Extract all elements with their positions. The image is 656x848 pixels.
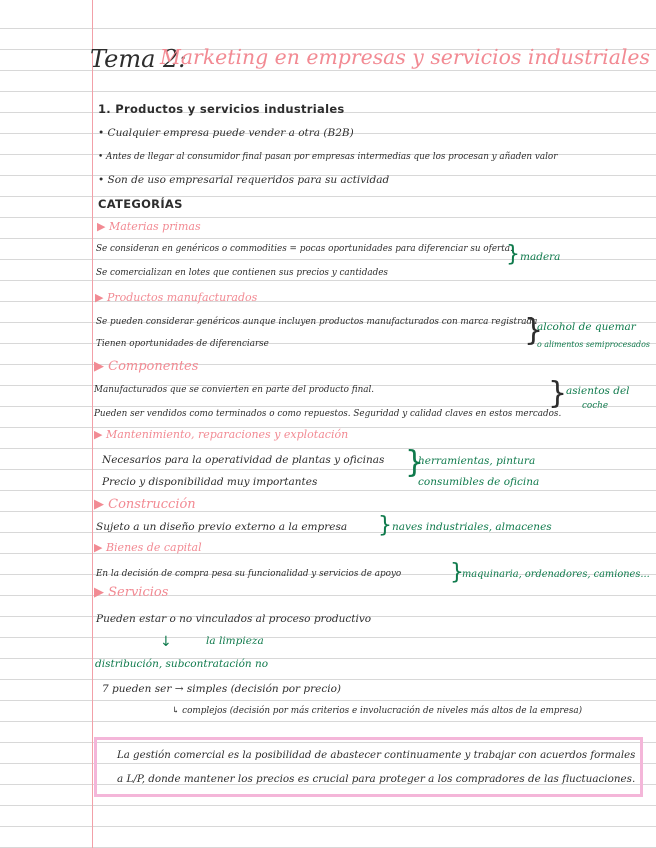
example-note: o alimentos semiprocesados [537, 340, 650, 349]
category-title: ▶ Productos manufacturados [95, 291, 258, 304]
category-line: Se pueden considerar genéricos aunque incluyen productos manufacturados con marca registrada [96, 317, 538, 327]
example-note: herramientas, pintura [418, 455, 536, 467]
brace-icon: } [506, 242, 520, 267]
category-title: ▶ Mantenimiento, reparaciones y explotación [94, 428, 349, 441]
page-title: Marketing en empresas y servicios industriales [160, 45, 650, 69]
category-line: Manufacturados que se convierten en parte del producto final. [94, 385, 375, 395]
category-title: ▶ Servicios [94, 585, 169, 600]
category-title: ▶ Materias primas [97, 220, 201, 233]
brace-icon: } [548, 376, 568, 411]
callout-line: La gestión comercial es la posibilidad de abastecer continuamente y trabajar con acuerdos formales [117, 750, 636, 761]
brace-icon: } [524, 313, 544, 348]
bullet-item: • Antes de llegar al consumidor final pasan por empresas intermedias que los procesan y añaden valor [98, 152, 558, 162]
category-line: 7 pueden ser → simples (decisión por precio) [102, 683, 342, 695]
brace-icon: } [405, 445, 425, 480]
category-title: ▶ Construcción [94, 497, 196, 512]
example-note: alcohol de quemar [537, 321, 636, 333]
summary-callout-box [94, 737, 643, 797]
category-line: Precio y disponibilidad muy importantes [102, 476, 318, 488]
category-line: Pueden ser vendidos como terminados o como repuestos. Seguridad y calidad claves en estos mercados. [94, 409, 562, 419]
category-line: ↳ complejos (decisión por más criterios e involucración de niveles más altos de la empresa) [172, 706, 583, 716]
example-note: la limpieza [206, 635, 264, 647]
example-note: consumibles de oficina [418, 476, 540, 488]
example-note: distribución, subcontratación no [95, 658, 269, 670]
category-line: Se consideran en genéricos o commodities = pocas oportunidades para diferenciar su oferta. [96, 244, 513, 254]
category-line: En la decisión de compra pesa su funcionalidad y servicios de apoyo [96, 569, 402, 579]
category-line: Pueden estar o no vinculados al proceso productivo [96, 613, 372, 625]
example-note: naves industriales, almacenes [392, 521, 552, 533]
category-line: Se comercializan en lotes que contienen sus precios y cantidades [96, 268, 388, 278]
brace-icon: } [450, 560, 464, 585]
bullet-item: • Cualquier empresa puede vender a otra (B2B) [98, 127, 354, 139]
arrow-down-icon: ↓ [160, 634, 172, 650]
category-line: Necesarios para la operatividad de plantas y oficinas [102, 454, 385, 466]
categories-heading: CATEGORÍAS [98, 197, 183, 211]
page-title-prefix: Tema 2: [90, 45, 187, 73]
callout-line: a L/P, donde mantener los precios es crucial para proteger a los compradores de las fluctuaciones. [117, 773, 636, 785]
notebook-margin-line [92, 0, 93, 848]
bullet-item: • Son de uso empresarial requeridos para su actividad [98, 174, 390, 186]
example-note: maquinaria, ordenadores, camiones... [462, 569, 650, 580]
category-line: Tienen oportunidades de diferenciarse [96, 339, 269, 349]
category-title: ▶ Componentes [94, 359, 199, 374]
example-note: coche [582, 401, 609, 411]
brace-icon: } [378, 513, 392, 538]
category-line: Sujeto a un diseño previo externo a la empresa [96, 521, 348, 533]
section-heading: 1. Productos y servicios industriales [98, 102, 345, 116]
example-note: asientos del [566, 385, 630, 397]
category-title: ▶ Bienes de capital [94, 541, 202, 554]
example-note: madera [520, 251, 561, 263]
